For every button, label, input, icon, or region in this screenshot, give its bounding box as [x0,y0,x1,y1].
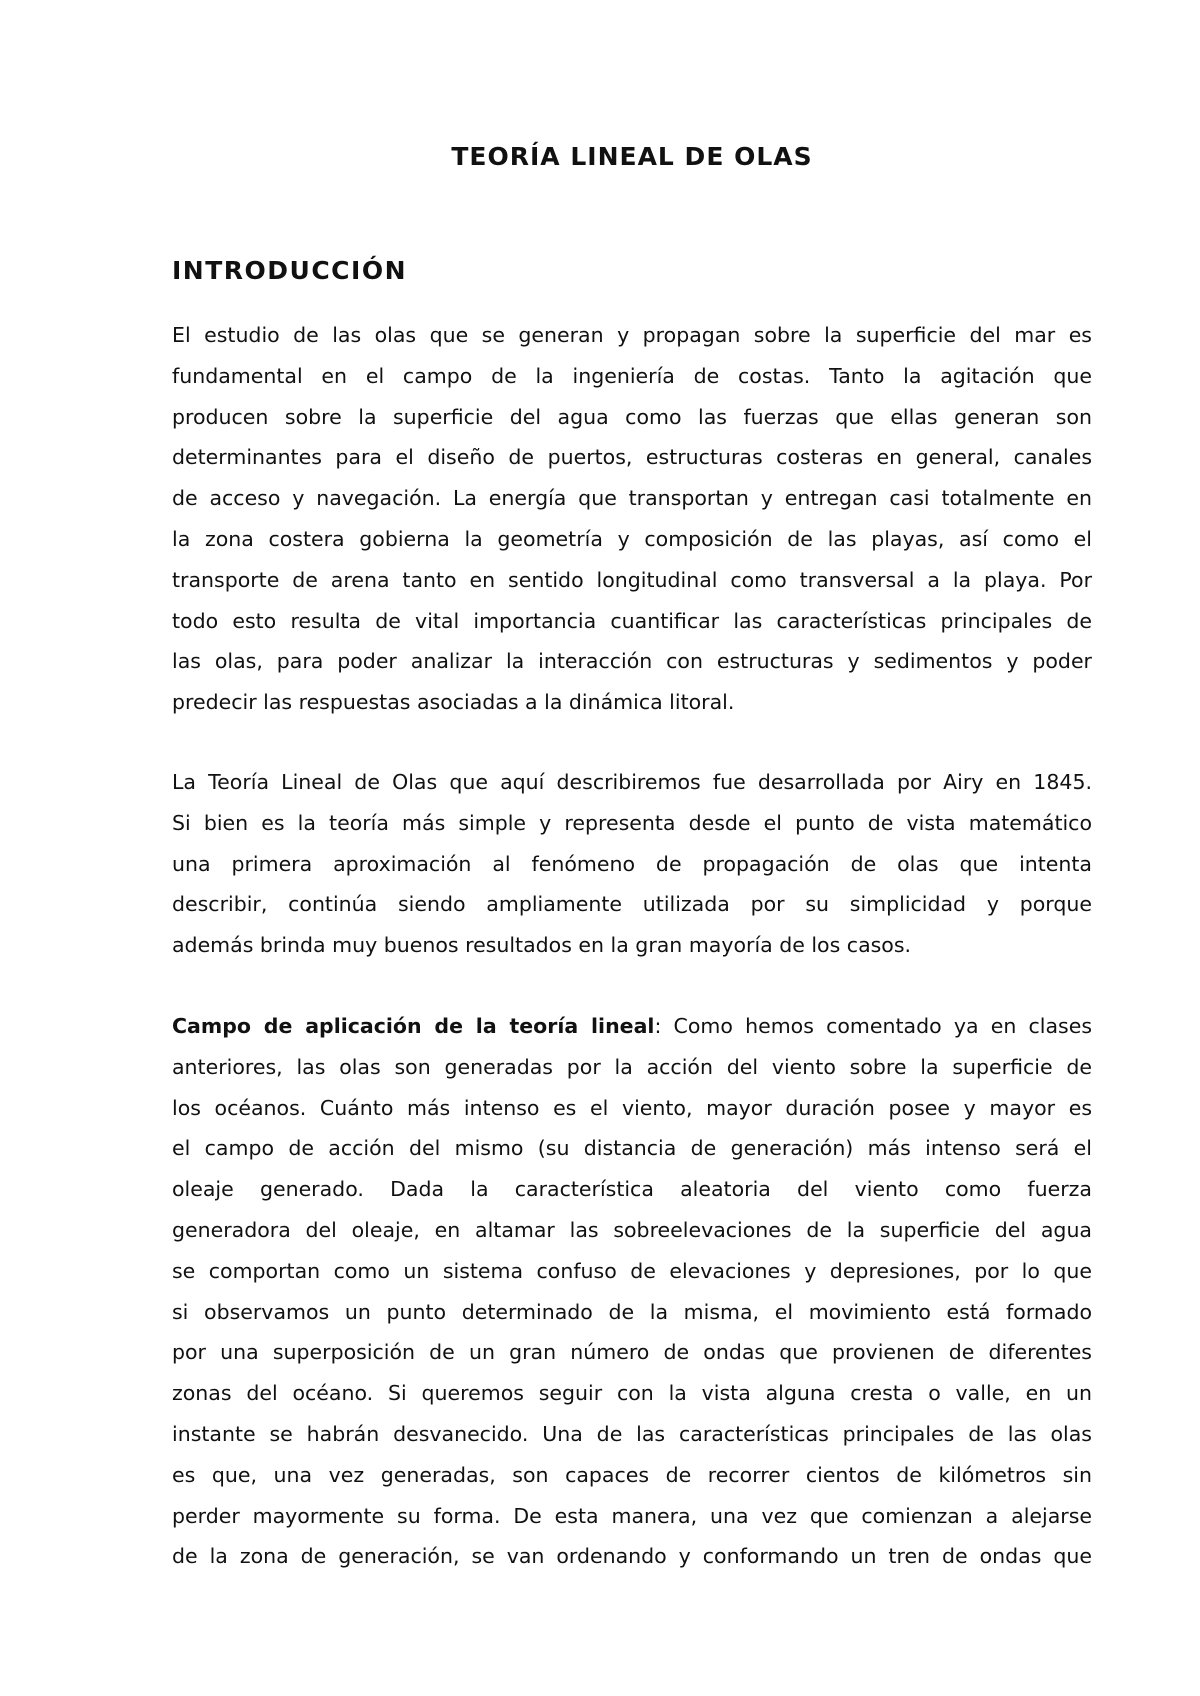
paragraph-line: por una superposición de un gran número de ondas que provienen de diferentes [172,1340,1092,1365]
paragraph-line: la zona costera gobierna la geometría y composición de las playas, así como el [172,526,1092,551]
section-heading-introduccion: INTRODUCCIÓN [172,256,408,285]
paragraph-line: anteriores, las olas son generadas por la acción del viento sobre la superficie de [172,1054,1092,1079]
paragraph-line: las olas, para poder analizar la interacción con estructuras y sedimentos y poder [172,649,1092,674]
paragraph-line: zonas del océano. Si queremos seguir con la vista alguna cresta o valle, en un [172,1381,1092,1406]
paragraph-line: Si bien es la teoría más simple y representa desde el punto de vista matemático [172,810,1092,835]
document-page [172,0,1092,1696]
paragraph-line: La Teoría Lineal de Olas que aquí describiremos fue desarrollada por Airy en 1845. [172,770,1092,794]
paragraph-line: además brinda muy buenos resultados en la gran mayoría de los casos. [172,933,912,958]
paragraph-first-line-rest: : Como hemos comentado ya en clases [654,1014,1092,1038]
paragraph-line: el campo de acción del mismo (su distancia de generación) más intenso será el [172,1136,1092,1161]
paragraph-line: perder mayormente su forma. De esta manera, una vez que comienzan a alejarse [172,1503,1092,1528]
paragraph-line: fundamental en el campo de la ingeniería de costas. Tanto la agitación que [172,363,1092,388]
paragraph-bold-lead: Campo de aplicación de la teoría lineal [172,1014,655,1038]
paragraph-line: describir, continúa siendo ampliamente utilizada por su simplicidad y porque [172,892,1092,917]
paragraph-line: El estudio de las olas que se generan y propagan sobre la superficie del mar es [172,323,1092,347]
paragraph-line: una primera aproximación al fenómeno de propagación de olas que intenta [172,851,1092,876]
paragraph-line: generadora del oleaje, en altamar las sobreelevaciones de la superficie del agua [172,1217,1092,1242]
paragraph-line: de la zona de generación, se van ordenando y conformando un tren de ondas que [172,1544,1092,1569]
paragraph-line: predecir las respuestas asociadas a la dinámica litoral. [172,690,735,715]
paragraph-line-first [172,1006,1092,1047]
paragraph-line: oleaje generado. Dada la característica aleatoria del viento como fuerza [172,1177,1092,1202]
paragraph-line: de acceso y navegación. La energía que transportan y entregan casi totalmente en [172,486,1092,511]
paragraph-line: determinantes para el diseño de puertos, estructuras costeras en general, canales [172,445,1092,470]
paragraph-line: producen sobre la superficie del agua como las fuerzas que ellas generan son [172,404,1092,429]
paragraph-line: transporte de arena tanto en sentido longitudinal como transversal a la playa. Por [172,567,1092,592]
paragraph-airy-theory [172,762,1092,966]
document-title: TEORÍA LINEAL DE OLAS [451,142,813,171]
paragraph-line: si observamos un punto determinado de la misma, el movimiento está formado [172,1299,1092,1324]
paragraph-line: instante se habrán desvanecido. Una de las características principales de las olas [172,1421,1092,1446]
paragraph-field-of-application [172,1006,1092,1577]
paragraph-line: se comportan como un sistema confuso de elevaciones y depresiones, por lo que [172,1258,1092,1283]
paragraph-line: todo esto resulta de vital importancia cuantificar las características principales de [172,608,1092,633]
paragraph-introduction [172,315,1092,723]
paragraph-line: los océanos. Cuánto más intenso es el viento, mayor duración posee y mayor es [172,1095,1092,1120]
paragraph-line: es que, una vez generadas, son capaces de recorrer cientos de kilómetros sin [172,1462,1092,1487]
